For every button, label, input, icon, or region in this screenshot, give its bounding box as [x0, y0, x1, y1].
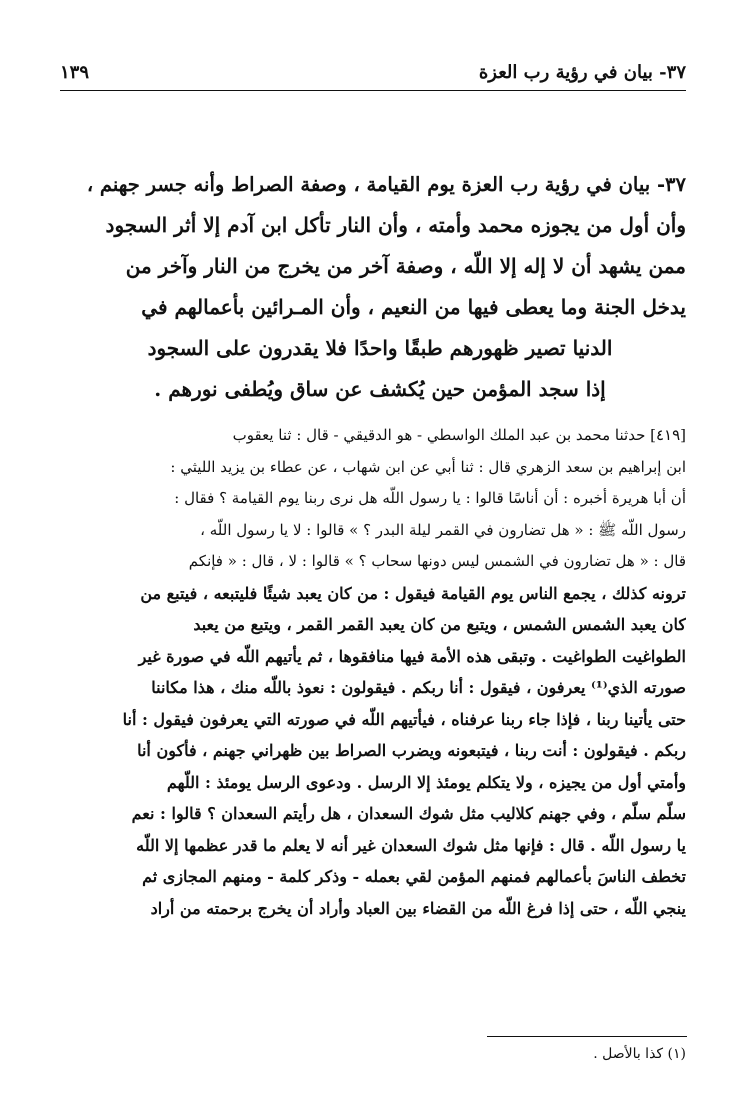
page-number: ١٣٩ [60, 62, 90, 83]
hadith-line: رسول اللّه ﷺ : « هل تضارون في القمر ليلة البدر ؟ » قالوا : لا يا رسول اللّه ، [200, 520, 686, 539]
footnote: (١) كذا بالأصل . [593, 1046, 686, 1062]
hadith-line: قال : « هل تضارون في الشمس ليس دونها سحاب ؟ » قالوا : لا ، قال : « فإنكم [188, 552, 686, 570]
hadith-line: ترونه كذلك ، يجمع الناس يوم القيامة فيقول : من كان يعبد شيئًا فليتبعه ، فيتبع من [140, 583, 686, 603]
footnote-divider [487, 1036, 687, 1037]
hadith-line: ينجي اللّه ، حتى إذا فرغ اللّه من القضاء بين العباد وأراد أن يخرج برحمته من أراد [150, 898, 686, 918]
hadith-line: صورته الذي⁽¹⁾ يعرفون ، فيقول : أنا ربكم . فيقولون : نعوذ باللّه منك ، هذا مكاننا [151, 678, 686, 697]
hadith-line: حتى يأتينا ربنا ، فإذا جاء ربنا عرفناه ، فيأتيهم اللّه في صورته التي يعرفون فيقول : أنا [122, 709, 686, 729]
hadith-line: ابن إبراهيم بن سعد الزهري قال : ثنا أبي عن ابن شهاب ، عن عطاء بن يزيد الليثي : [170, 457, 686, 476]
chapter-heading-line: وأن أول من يجوزه محمد وأمته ، وأن النار تأكل ابن آدم إلا أثر السجود [105, 213, 686, 237]
hadith-line: كان يعبد الشمس الشمس ، ويتبع من كان يعبد القمر القمر ، ويتبع من يعبد [193, 615, 686, 634]
running-header-title: ٣٧- بيان في رؤية رب العزة [478, 62, 686, 83]
hadith-line: [٤١٩] حدثنا محمد بن عبد الملك الواسطي - هو الدقيقي - قال : ثنا يعقوب [232, 426, 686, 444]
hadith-line: ربكم . فيقولون : أنت ربنا ، فيتبعونه ويضرب الصراط بين ظهراني جهنم ، فأكون أنا [137, 741, 686, 760]
hadith-line: يا رسول اللّه . قال : فإنها مثل شوك السعدان غير أنه لا يعلم ما قدر عظمها إلا اللّه [136, 835, 686, 855]
chapter-heading-line: ٣٧- بيان في رؤية رب العزة يوم القيامة ، وصفة الصراط وأنه جسر جهنم ، [86, 173, 686, 196]
chapter-heading-line: ممن يشهد أن لا إله إلا اللّه ، وصفة آخر من يخرج من النار وآخر من [125, 254, 686, 278]
chapter-heading-line: إذا سجد المؤمن حين يُكشف عن ساق ويُطفى نورهم . [154, 377, 606, 401]
chapter-heading [74, 164, 686, 410]
hadith-line: وأمتي أول من يجيزه ، ولا يتكلم يومئذ إلا الرسل . ودعوى الرسل يومئذ : اللّهم [166, 772, 686, 792]
hadith-line: سلّم سلّم ، وفي جهنم كلاليب مثل شوك السعدان ، هل رأيتم السعدان ؟ قالوا : نعم [131, 804, 686, 823]
hadith-line: تخطف الناسَ بأعمالهم فمنهم المؤمن لقي بعمله - وذكر كلمة - ومنهم المجازى ثم [142, 867, 686, 886]
hadith-line: الطواغيت الطواغيت . وتبقى هذه الأمة فيها منافقوها ، ثم يأتيهم اللّه في صورة غير [138, 646, 686, 666]
chapter-heading-line: الدنيا تصير ظهورهم طبقًا واحدًا فلا يقدرون على السجود [147, 336, 613, 360]
running-header [60, 58, 686, 91]
chapter-heading-line: يدخل الجنة وما يعطى فيها من النعيم ، وأن المـرائين بأعمالهم في [141, 295, 686, 319]
hadith-text [60, 420, 686, 924]
hadith-line: أن أبا هريرة أخبره : أن أناسًا قالوا : يا رسول اللّه هل نرى ربنا يوم القيامة ؟ فقال : [174, 489, 686, 507]
